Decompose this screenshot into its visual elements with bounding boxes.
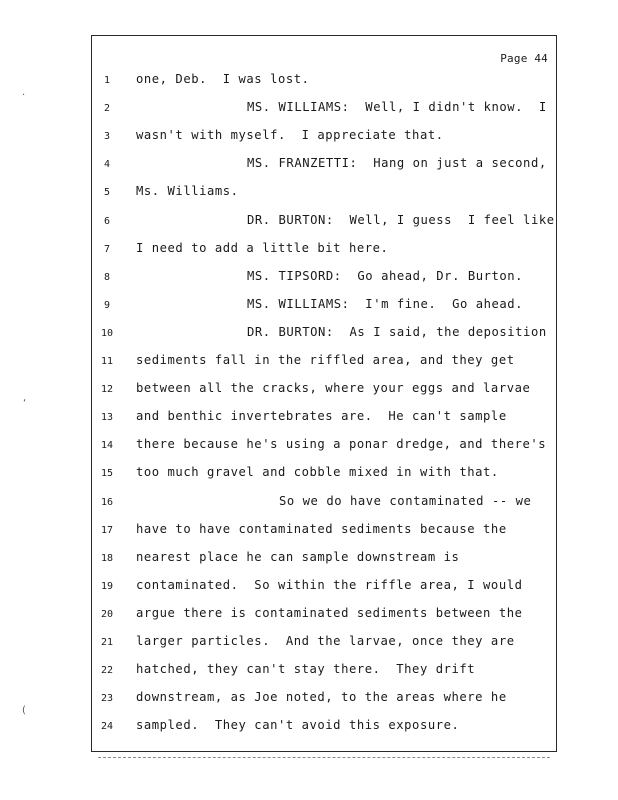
footer-rule: [98, 757, 550, 758]
line-number: 14: [100, 440, 114, 452]
transcript-line: [92, 72, 556, 92]
transcript-line: [92, 409, 556, 429]
margin-tick: ‘: [23, 398, 27, 409]
line-number: 13: [100, 412, 114, 424]
line-text: between all the cracks, where your eggs and larvae: [136, 381, 531, 396]
transcript-line: [92, 465, 556, 485]
line-text: nearest place he can sample downstream is: [136, 549, 460, 564]
line-number: 20: [100, 608, 114, 620]
transcript-line: [92, 522, 556, 542]
transcript-line: [92, 690, 556, 710]
line-number: 5: [103, 187, 111, 199]
line-number: 9: [103, 299, 111, 311]
line-number: 8: [103, 271, 111, 283]
line-text: sampled. They can't avoid this exposure.: [136, 718, 460, 733]
transcript-line: [92, 128, 556, 148]
transcript-page: [91, 35, 557, 752]
margin-dot: ·: [22, 90, 26, 101]
line-number: 23: [100, 693, 114, 705]
transcript-line: [92, 100, 556, 120]
line-text: sediments fall in the riffled area, and they get: [136, 353, 515, 367]
line-text: have to have contaminated sediments because the: [136, 521, 507, 536]
line-text: DR. BURTON: As I said, the deposition: [247, 324, 547, 339]
line-number: 18: [100, 552, 114, 564]
transcript-line: [92, 718, 556, 738]
transcript-line: [92, 297, 556, 317]
line-number: 4: [103, 159, 111, 171]
transcript-line: [92, 578, 556, 598]
transcript-line: [92, 213, 556, 233]
transcript-line: [92, 353, 556, 373]
line-number: 11: [100, 356, 114, 367]
line-number: 2: [103, 103, 111, 115]
transcript-line: [92, 662, 556, 682]
transcript-line: [92, 606, 556, 626]
line-number: 10: [100, 327, 114, 339]
line-text: wasn't with myself. I appreciate that.: [136, 128, 444, 143]
line-text: argue there is contaminated sediments between the: [136, 605, 523, 620]
line-number: 19: [100, 580, 114, 592]
line-text: and benthic invertebrates are. He can't sample: [136, 409, 507, 424]
line-number: 6: [103, 215, 111, 227]
transcript-line: [92, 550, 556, 570]
line-text: MS. FRANZETTI: Hang on just a second,: [247, 156, 547, 171]
line-text: MS. WILLIAMS: Well, I didn't know. I: [247, 100, 547, 115]
line-number: 17: [100, 524, 114, 536]
line-text: larger particles. And the larvae, once they are: [136, 634, 515, 648]
line-text: So we do have contaminated -- we: [279, 493, 532, 508]
line-number: 1: [103, 75, 111, 86]
line-text: contaminated. So within the riffle area, I would: [136, 577, 523, 592]
line-text: I need to add a little bit here.: [136, 240, 389, 255]
transcript-line: [92, 184, 556, 204]
margin-bracket: (: [22, 705, 26, 716]
line-text: Ms. Williams.: [136, 184, 239, 199]
transcript-line: [92, 381, 556, 401]
transcript-line: [92, 325, 556, 345]
line-text: MS. TIPSORD: Go ahead, Dr. Burton.: [247, 268, 524, 283]
line-number: 12: [100, 384, 114, 396]
line-number: 21: [100, 637, 114, 648]
transcript-line: [92, 494, 556, 514]
line-text: downstream, as Joe noted, to the areas where he: [136, 690, 507, 705]
transcript-line: [92, 156, 556, 176]
transcript-line: [92, 437, 556, 457]
line-text: MS. WILLIAMS: I'm fine. Go ahead.: [247, 296, 524, 311]
transcript-line: [92, 634, 556, 654]
line-text: DR. BURTON: Well, I guess I feel like: [247, 212, 555, 227]
transcript-line: [92, 269, 556, 289]
line-text: too much gravel and cobble mixed in with that.: [136, 465, 499, 480]
line-number: 22: [100, 665, 114, 677]
page-number: Page 44: [500, 52, 548, 65]
line-number: 7: [103, 243, 111, 255]
line-number: 24: [100, 721, 114, 733]
transcript-line: [92, 241, 556, 261]
line-text: one, Deb. I was lost.: [136, 72, 310, 86]
line-text: hatched, they can't stay there. They drift: [136, 662, 476, 677]
line-number: 3: [103, 131, 111, 143]
line-number: 16: [100, 496, 114, 508]
line-number: 15: [100, 468, 114, 480]
line-text: there because he's using a ponar dredge, and there's: [136, 437, 547, 452]
